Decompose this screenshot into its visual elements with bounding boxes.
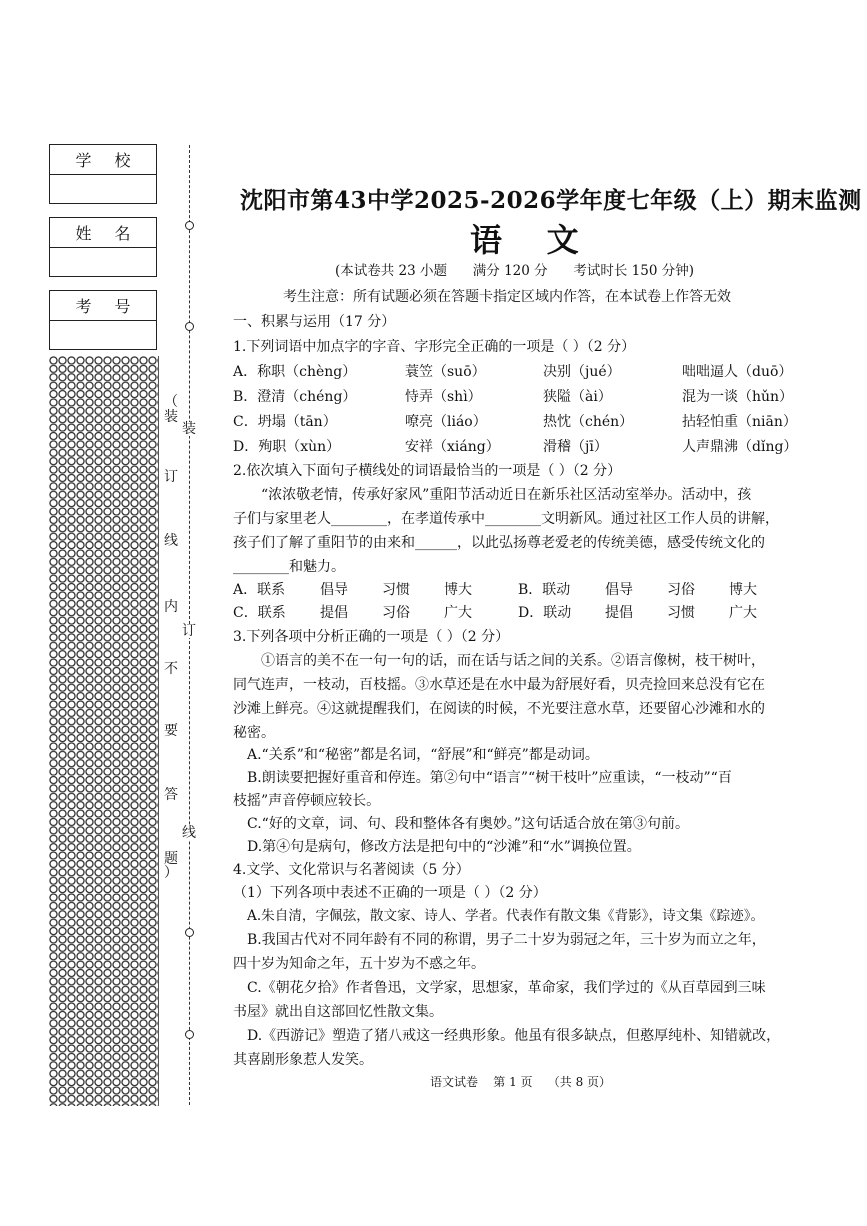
q4-option-b-cont: 四十岁为知命之年，五十岁为不惑之年。 bbox=[233, 956, 485, 972]
q3-option-a: A.“关系”和“秘密”都是名词，“舒展”和“鲜亮”都是动词。 bbox=[247, 747, 599, 763]
binding-ring bbox=[185, 221, 194, 230]
question-1-stem: 1.下列词语中加点字的字音、字形完全正确的一项是（ ）（2 分） bbox=[233, 339, 636, 355]
question-4-sub-1-stem: （1）下列各项中表述不正确的一项是（ ）（2 分） bbox=[233, 885, 547, 901]
q4-option-d: D.《西游记》塑造了猪八戒这一经典形象。他虽有很多缺点，但憨厚纯朴、知错就改， bbox=[247, 1028, 781, 1044]
exam-id-field[interactable] bbox=[49, 290, 157, 350]
q1-option-a-word-3: 决别（jué） bbox=[543, 364, 621, 380]
exam-id-label: 考 号 bbox=[50, 291, 156, 321]
option-word: 博大 bbox=[444, 582, 472, 598]
option-word: 习俗 bbox=[667, 582, 695, 598]
q4-option-c: C.《朝花夕拾》作者鲁迅，文学家，思想家，革命家，我们学过的《从百草园到三味 bbox=[247, 980, 766, 996]
option-word: 广大 bbox=[444, 605, 472, 621]
exam-title: 沈阳市第43中学2025-2026学年度七年级（上）期末监测 bbox=[240, 187, 862, 214]
q1-option-d-word-1: D．殉职（xùn） bbox=[233, 439, 341, 455]
q1-option-d-word-3: 滑稽（jī） bbox=[543, 439, 608, 455]
passage-line: ________和魅力。 bbox=[233, 559, 345, 575]
q1-option-c-word-3: 热忱（chén） bbox=[543, 414, 634, 430]
q1-option-d-word-4: 人声鼎沸（dǐng） bbox=[682, 439, 798, 455]
name-field[interactable] bbox=[49, 217, 157, 277]
q4-option-b: B.我国古代对不同年龄有不同的称谓，男子二十岁为弱冠之年，三十岁为而立之年， bbox=[247, 932, 766, 948]
q1-option-a-word-2: 蓑笠（suō） bbox=[405, 364, 486, 380]
subject-title: 语 文 bbox=[470, 221, 579, 259]
passage-line: ①语言的美不在一句一句的话，而在话与话之间的关系。②语言像树，枝干树叶， bbox=[261, 653, 765, 669]
q2-option-b: B．联动 bbox=[518, 582, 571, 598]
q4-option-c-cont: 书屋》就出自这部回忆性散文集。 bbox=[233, 1004, 443, 1020]
passage-line: 沙滩上鲜亮。④这就提醒我们，在阅读的时候，不光要注意水草，还要留心沙滩和水的 bbox=[233, 701, 765, 717]
passage-line: “浓浓敬老情，传承好家风”重阳节活动近日在新乐社区活动室举办。活动中，孩 bbox=[261, 487, 752, 503]
q1-option-c-word-1: C．坍塌（tān） bbox=[233, 414, 337, 430]
question-4-stem: 4.文学、文化常识与名著阅读（5 分） bbox=[233, 862, 470, 878]
q3-option-d: D.第④句是病句，修改方法是把句中的“沙滩”和“水”调换位置。 bbox=[247, 839, 641, 855]
option-word: 博大 bbox=[729, 582, 757, 598]
passage-line: 孩子们了解了重阳节的由来和______，以此弘扬尊老爱老的传统美德，感受传统文化的 bbox=[233, 535, 765, 551]
q1-option-a-word-4: 咄咄逼人（duō） bbox=[682, 364, 793, 380]
q1-option-c-word-4: 拈轻怕重（niān） bbox=[682, 414, 797, 430]
question-2-stem: 2.依次填入下面句子横线处的词语最恰当的一项是（ ）（2 分） bbox=[233, 463, 622, 479]
q2-option-d: D．联动 bbox=[518, 605, 572, 621]
q1-option-b-word-3: 狭隘（ài） bbox=[543, 389, 612, 405]
q3-option-c: C.“好的文章，词、句、段和整体各有奥妙。”这句话适合放在第③句前。 bbox=[247, 816, 689, 832]
q1-option-d-word-2: 安祥（xiáng） bbox=[405, 439, 500, 455]
option-word: 提倡 bbox=[605, 605, 633, 621]
exam-info: (本试卷共 23 小题 满分 120 分 考试时长 150 分钟) bbox=[335, 263, 694, 279]
option-word: 提倡 bbox=[320, 605, 348, 621]
q1-option-c-word-2: 嘹亮（liáo） bbox=[405, 414, 487, 430]
q4-option-a: A.朱自清，字佩弦，散文家、诗人、学者。代表作有散文集《背影》，诗文集《踪迹》。 bbox=[247, 908, 765, 924]
q1-option-a-word-1: A．称职（chèng） bbox=[233, 364, 357, 380]
option-word: 习惯 bbox=[667, 605, 695, 621]
q1-option-b-word-2: 恃弄（shì） bbox=[405, 389, 482, 405]
school-field[interactable] bbox=[49, 144, 157, 204]
option-word: 习惯 bbox=[382, 582, 410, 598]
option-word: 倡导 bbox=[320, 582, 348, 598]
section-heading: 一、积累与运用（17 分） bbox=[233, 314, 396, 330]
option-word: 倡导 bbox=[605, 582, 633, 598]
page-footer: 语文试卷 第 1 页 （共 8 页） bbox=[430, 1075, 612, 1089]
option-word: 广大 bbox=[729, 605, 757, 621]
passage-line: 子们与家里老人________，在孝道传承中________文明新风。通过社区工作人员的讲解， bbox=[233, 511, 779, 527]
q2-option-c: C．联系 bbox=[233, 605, 286, 621]
binding-ring bbox=[185, 322, 194, 331]
binding-ring bbox=[185, 1030, 194, 1039]
option-word: 习俗 bbox=[382, 605, 410, 621]
binding-ring bbox=[185, 928, 194, 937]
q3-option-b-cont: 枝摇”声音停顿应较长。 bbox=[233, 793, 381, 809]
q2-option-a: A．联系 bbox=[233, 582, 286, 598]
passage-line: 秘密。 bbox=[233, 725, 275, 741]
q3-option-b: B.朗读要把握好重音和停连。第②句中“语言”“树干枝叶”应重读，“一枝动”“百 bbox=[247, 770, 732, 786]
passage-line: 同气连声，一枝动，百枝摇。③水草还是在水中最为舒展好看，贝壳捡回来总没有它在 bbox=[233, 677, 765, 693]
school-label: 学 校 bbox=[50, 145, 156, 175]
name-label: 姓 名 bbox=[50, 218, 156, 248]
candidate-notice: 考生注意：所有试题必须在答题卡指定区域内作答，在本试卷上作答无效 bbox=[283, 289, 731, 305]
q1-option-b-word-1: B．澄清（chéng） bbox=[233, 389, 357, 405]
q4-option-d-cont: 其喜剧形象惹人发笑。 bbox=[233, 1052, 373, 1068]
exam-id-bubble-grid[interactable] bbox=[49, 356, 159, 1106]
q1-option-b-word-4: 混为一谈（hǔn） bbox=[682, 389, 794, 405]
question-3-stem: 3.下列各项中分析正确的一项是（ ）（2 分） bbox=[233, 629, 510, 645]
